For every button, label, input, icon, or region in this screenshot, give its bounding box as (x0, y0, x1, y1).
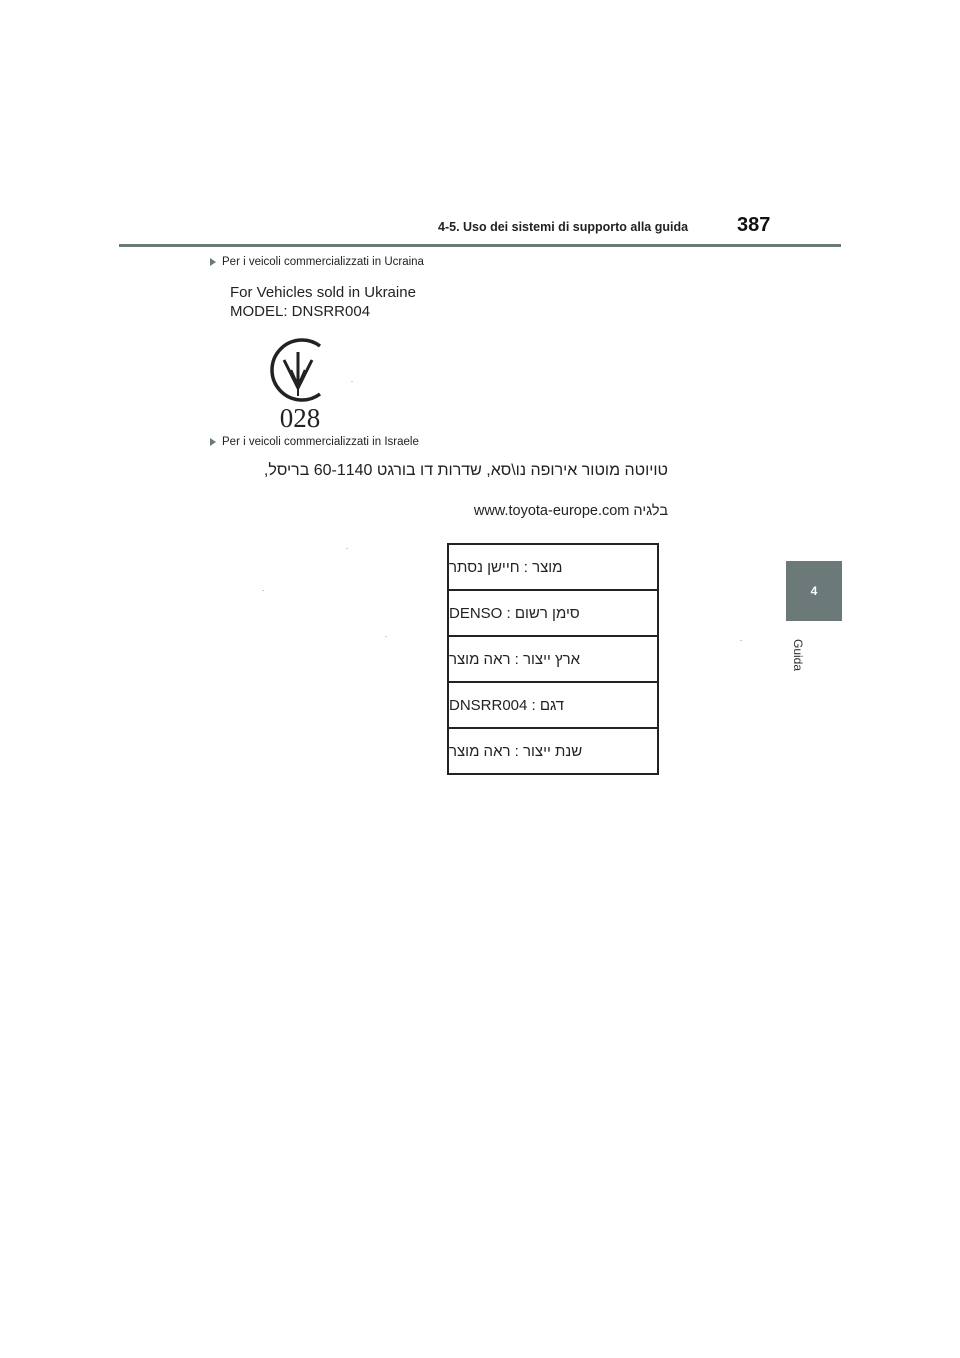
chapter-label: Guida (791, 638, 805, 672)
ukraine-label-line1: For Vehicles sold in Ukraine (230, 284, 416, 301)
israel-address-line1: טויוטה מוטור אירופה נו\סא, שדרות דו בורגט 60-1140 בריסל, (263, 462, 668, 479)
triangle-bullet-icon (210, 258, 216, 266)
israel-table-row: שנת ייצור : ראה מוצר (449, 729, 657, 775)
ukraine-label (230, 283, 416, 321)
page-number: 387 (737, 214, 771, 236)
bullet-israel (210, 436, 419, 448)
ukraine-conformity-icon (265, 338, 335, 432)
israel-table-row: סימן רשום : DENSO (449, 591, 657, 637)
israel-table-row: מוצר : חיישן נסתר (449, 545, 657, 591)
bullet-israel-text: Per i veicoli commercializzati in Israele (222, 436, 419, 448)
ukraine-mark-code: 028 (279, 403, 321, 432)
bullet-ukraine-text: Per i veicoli commercializzati in Ucraina (222, 256, 424, 268)
ukraine-label-line2: MODEL: DNSRR004 (230, 303, 371, 320)
bullet-ukraine (210, 256, 424, 268)
header-rule (119, 244, 841, 247)
israel-label-table (447, 543, 659, 775)
israel-table-row: ארץ ייצור : ראה מוצר (449, 637, 657, 683)
ukraine-conformity-mark (265, 338, 335, 432)
triangle-bullet-icon (210, 438, 216, 446)
chapter-number: 4 (810, 584, 818, 598)
chapter-tab[interactable] (786, 561, 842, 621)
israel-address-line2: בלגיה www.toyota-europe.com (473, 503, 668, 519)
section-title: 4-5. Uso dei sistemi di supporto alla guida (438, 220, 689, 234)
israel-table-row: דגם : DNSRR004 (449, 683, 657, 729)
